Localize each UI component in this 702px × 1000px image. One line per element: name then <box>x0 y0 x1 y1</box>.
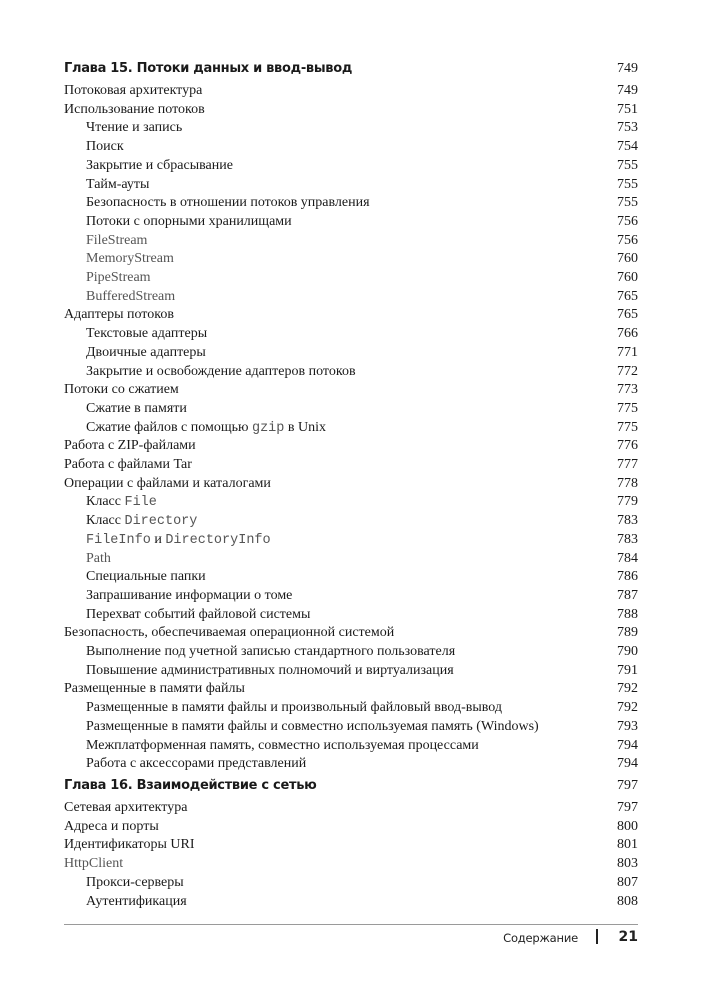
entry-page-number: 755 <box>617 176 638 192</box>
entry-page-number: 753 <box>617 120 638 136</box>
entry-title: Адаптеры потоков <box>64 307 174 323</box>
entry-page-number: 792 <box>617 700 638 716</box>
toc-subsection-entry[interactable] <box>64 325 638 343</box>
entry-page-number: 778 <box>617 475 638 491</box>
entry-page-number: 794 <box>617 737 638 753</box>
toc-subsection-entry[interactable] <box>64 213 638 231</box>
toc-subsection-entry[interactable] <box>64 874 638 892</box>
entry-page-number: 756 <box>617 232 638 248</box>
entry-title: Размещенные в памяти файлы <box>64 681 245 697</box>
toc-section-entry[interactable] <box>64 306 638 324</box>
entry-page-number: 790 <box>617 644 638 659</box>
toc-subsection-entry[interactable] <box>64 893 638 911</box>
entry-page-number: 766 <box>617 326 638 342</box>
toc-subsection-entry[interactable] <box>64 288 638 306</box>
entry-title: HttpClient <box>64 856 124 872</box>
entry-page-number: 751 <box>617 101 638 117</box>
entry-title <box>86 419 326 438</box>
entry-page-number: 793 <box>617 718 638 734</box>
entry-title: Безопасность, обеспечиваемая операционной системой <box>64 625 395 641</box>
entry-code-fragment: DirectoryInfo <box>165 532 271 548</box>
toc-subsection-entry[interactable] <box>64 550 638 568</box>
entry-title <box>86 493 157 512</box>
entry-title: Перехват событий файловой системы <box>86 606 311 622</box>
entry-title: Тайм-ауты <box>86 176 150 192</box>
entry-title: FileStream <box>86 232 148 248</box>
entry-page-number: 760 <box>617 270 638 285</box>
entry-title: Повышение административных полномочий и виртуализация <box>86 662 454 678</box>
entry-title: MemoryStream <box>86 251 174 267</box>
entry-page-number: 786 <box>617 569 638 585</box>
footer-section-label: Содержание <box>503 931 578 945</box>
entry-title: Закрытие и освобождение адаптеров потоков <box>86 363 356 379</box>
entry-page-number: 788 <box>617 606 638 622</box>
entry-title: Сжатие в памяти <box>86 400 187 416</box>
entry-title: Потоки со сжатием <box>64 382 179 398</box>
toc-section-entry[interactable] <box>64 624 638 642</box>
chapter-heading[interactable] <box>64 60 638 78</box>
toc-subsection-entry[interactable] <box>64 606 638 624</box>
entry-code-fragment: FileInfo <box>86 532 151 548</box>
entry-title: Работа с аксессорами представлений <box>86 756 307 772</box>
entry-code-fragment: File <box>124 495 157 511</box>
toc-section-entry[interactable] <box>64 475 638 493</box>
toc-subsection-entry[interactable] <box>64 419 638 437</box>
entry-title: BufferedStream <box>86 288 176 304</box>
entry-title: Работа с ZIP-файлами <box>64 438 196 454</box>
entry-page-number: 765 <box>617 288 638 304</box>
entry-page-number: 808 <box>617 893 638 909</box>
entry-page-number: 772 <box>617 363 638 379</box>
entry-title: Закрытие и сбрасывание <box>86 157 233 173</box>
toc-subsection-entry[interactable] <box>64 662 638 680</box>
toc-subsection-entry[interactable] <box>64 250 638 268</box>
chapter-title: Глава 16. Взаимодействие с сетью <box>64 778 317 793</box>
toc-subsection-entry[interactable] <box>64 400 638 418</box>
entry-title: Потоки с опорными хранилищами <box>86 213 292 229</box>
entry-text-fragment: в Unix <box>284 419 327 435</box>
toc-section-entry[interactable] <box>64 101 638 119</box>
toc-subsection-entry[interactable] <box>64 232 638 250</box>
toc-subsection-entry[interactable] <box>64 493 638 511</box>
entry-page-number: 760 <box>617 251 638 267</box>
entry-title: Двоичные адаптеры <box>86 344 206 360</box>
footer-rule <box>64 924 638 925</box>
entry-title: Запрашивание информации о томе <box>86 587 293 603</box>
footer-separator <box>596 929 598 944</box>
entry-text-fragment: и <box>150 531 166 547</box>
entry-title: Потоковая архитектура <box>64 83 203 98</box>
entry-title: Работа с файлами Tar <box>64 457 192 472</box>
entry-title: Аутентификация <box>86 893 187 909</box>
entry-page-number: 783 <box>617 531 638 547</box>
entry-page-number: 800 <box>617 818 638 834</box>
entry-title <box>86 531 271 550</box>
toc-subsection-entry[interactable] <box>64 512 638 530</box>
footer-page-number: 21 <box>618 929 638 945</box>
entry-page-number: 783 <box>617 513 638 529</box>
entry-code-fragment: gzip <box>251 420 285 436</box>
entry-page-number: 792 <box>617 681 638 697</box>
entry-title: Идентификаторы URI <box>64 837 195 853</box>
toc-section-entry[interactable] <box>64 82 638 100</box>
entry-page-number: 775 <box>617 400 638 416</box>
toc-section-entry[interactable] <box>64 680 638 698</box>
entry-title: Адреса и порты <box>64 818 159 834</box>
entry-title: Специальные папки <box>86 569 206 585</box>
toc-section-entry[interactable] <box>64 799 638 817</box>
toc-subsection-entry[interactable] <box>64 194 638 212</box>
chapter-page-number: 797 <box>617 778 638 793</box>
toc-subsection-entry[interactable] <box>64 531 638 549</box>
toc-subsection-entry[interactable] <box>64 568 638 586</box>
toc-subsection-entry[interactable] <box>64 269 638 287</box>
entry-title: Использование потоков <box>64 101 205 117</box>
entry-page-number: 771 <box>617 344 638 360</box>
entry-page-number: 777 <box>617 457 638 472</box>
toc-section-entry[interactable] <box>64 818 638 836</box>
entry-title: Размещенные в памяти файлы и произвольный файловый ввод-вывод <box>86 700 503 716</box>
entry-title: Сетевая архитектура <box>64 800 188 815</box>
toc-section-entry[interactable] <box>64 456 638 474</box>
entry-page-number: 749 <box>617 83 638 98</box>
entry-page-number: 784 <box>617 550 638 566</box>
entry-page-number: 797 <box>617 800 638 815</box>
toc-section-entry[interactable] <box>64 855 638 873</box>
toc-subsection-entry[interactable] <box>64 344 638 362</box>
entry-page-number: 807 <box>617 874 638 890</box>
entry-page-number: 776 <box>617 438 638 454</box>
toc-subsection-entry[interactable] <box>64 699 638 717</box>
toc-subsection-entry[interactable] <box>64 138 638 156</box>
chapter-title: Глава 15. Потоки данных и ввод-вывод <box>64 61 353 76</box>
toc-subsection-entry[interactable] <box>64 363 638 381</box>
entry-title: Размещенные в памяти файлы и совместно используемая память (Windows) <box>86 718 539 734</box>
toc-subsection-entry[interactable] <box>64 643 638 661</box>
entry-title: Межплатформенная память, совместно используемая процессами <box>86 737 479 753</box>
entry-title: Чтение и запись <box>86 120 183 136</box>
toc-subsection-entry[interactable] <box>64 737 638 755</box>
entry-text-fragment: Класс <box>86 513 125 529</box>
toc-subsection-entry[interactable] <box>64 176 638 194</box>
entry-page-number: 794 <box>617 756 638 772</box>
toc-subsection-entry[interactable] <box>64 755 638 773</box>
entry-title: Безопасность в отношении потоков управления <box>86 195 370 211</box>
entry-page-number: 787 <box>617 587 638 603</box>
entry-title <box>86 512 197 531</box>
toc-subsection-entry[interactable] <box>64 718 638 736</box>
entry-page-number: 773 <box>617 382 638 398</box>
entry-title: Текстовые адаптеры <box>86 326 208 342</box>
entry-page-number: 755 <box>617 195 638 211</box>
entry-page-number: 754 <box>617 139 638 155</box>
toc-subsection-entry[interactable] <box>64 587 638 605</box>
entry-title: Выполнение под учетной записью стандартного пользователя <box>86 644 456 659</box>
entry-code-fragment: Directory <box>124 514 198 530</box>
toc-section-entry[interactable] <box>64 381 638 399</box>
entry-text-fragment: Сжатие файлов с помощью <box>86 419 252 435</box>
chapter-heading[interactable] <box>64 777 638 795</box>
entry-title: Операции с файлами и каталогами <box>64 475 271 491</box>
entry-title: Прокси-серверы <box>86 874 184 890</box>
entry-page-number: 765 <box>617 307 638 323</box>
entry-page-number: 775 <box>617 419 638 435</box>
entry-text-fragment: Класс <box>86 494 125 510</box>
toc-subsection-entry[interactable] <box>64 119 638 137</box>
entry-title: PipeStream <box>86 270 151 285</box>
entry-page-number: 803 <box>617 856 638 872</box>
entry-page-number: 756 <box>617 213 638 229</box>
entry-page-number: 755 <box>617 157 638 173</box>
entry-page-number: 789 <box>617 625 638 641</box>
entry-title: Path <box>86 550 111 566</box>
toc-section-entry[interactable] <box>64 437 638 455</box>
entry-title: Поиск <box>86 139 124 155</box>
toc-section-entry[interactable] <box>64 836 638 854</box>
chapter-page-number: 749 <box>617 61 638 76</box>
entry-page-number: 779 <box>617 494 638 510</box>
toc-subsection-entry[interactable] <box>64 157 638 175</box>
entry-page-number: 791 <box>617 662 638 678</box>
entry-page-number: 801 <box>617 837 638 853</box>
